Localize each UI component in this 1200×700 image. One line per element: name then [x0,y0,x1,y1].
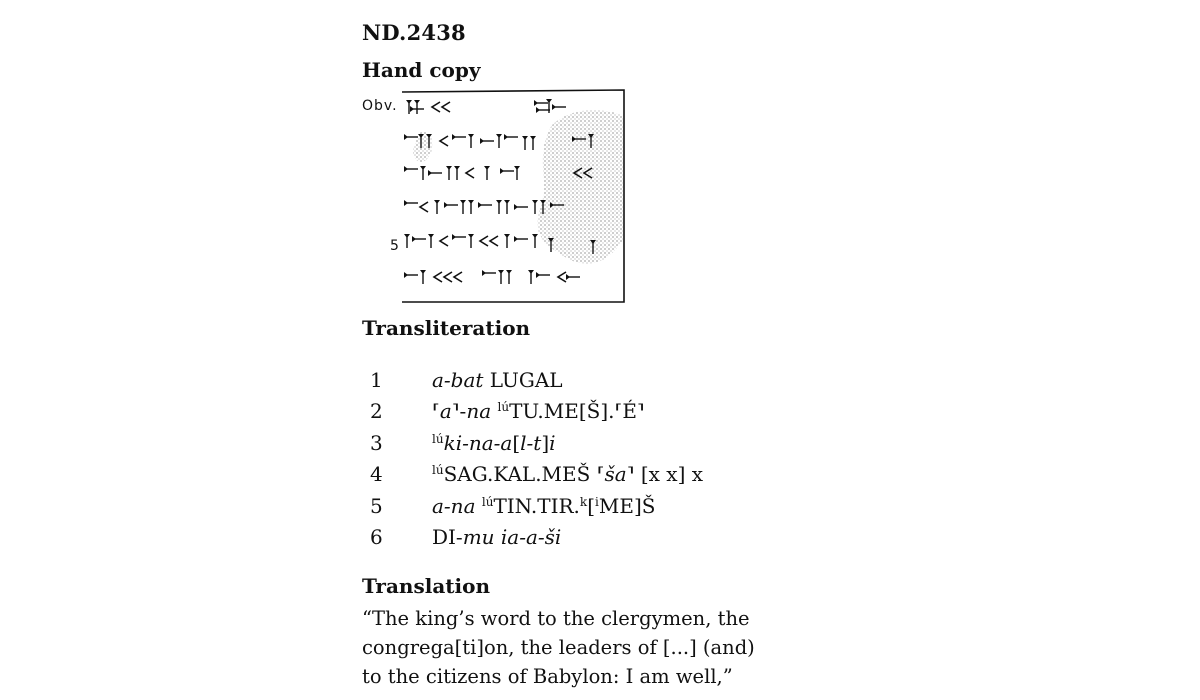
translation-heading: Translation [362,574,490,598]
translation-line: congrega[ti]on, the leaders of [...] (and) [362,636,755,659]
transliteration-line [370,396,810,428]
line-number: 3 [370,430,383,455]
transliteration-line [370,427,810,459]
line-number: 5 [370,493,383,518]
transliteration-text: a-bat LUGAL [432,367,563,392]
translation-line: “The king’s word to the clergymen, the [362,607,750,630]
line-number: 2 [370,399,383,424]
transliteration-text: ⸢a⸣-na $^{lú}$TU.ME[Š].⸢É⸣ [432,399,645,424]
cuneiform-tablet-drawing [400,88,626,304]
transliteration-heading: Transliteration [362,316,531,340]
transliteration-text: a-na $^{lú}$TIN.TIR.$^k$[$^i$ME]Š [432,493,656,518]
transliteration-text: DI-mu ia-a-ši [432,525,562,550]
transliteration-text: $^{lú}$SAG.KAL.MEŠ ⸢ša⸣ [x x] x [432,462,704,487]
transliteration-list [370,364,810,553]
transliteration-text: $^{lú}$ki-na-a[l-t]i [432,430,556,455]
transliteration-line [370,490,810,522]
line-number: 1 [370,367,383,392]
line-five-marker: 5 [390,238,399,254]
translation-text [362,604,782,691]
hand-copy-heading: Hand copy [362,58,481,82]
line-number: 4 [370,462,383,487]
translation-line: to the citizens of Babylon: I am well,” [362,665,733,688]
line-number: 6 [370,525,383,550]
hand-copy-figure [362,88,632,308]
transliteration-line [370,364,810,396]
transliteration-line [370,459,810,491]
obverse-label: Obv. [362,98,398,114]
document-id: ND.2438 [362,20,466,45]
transliteration-line [370,522,810,554]
